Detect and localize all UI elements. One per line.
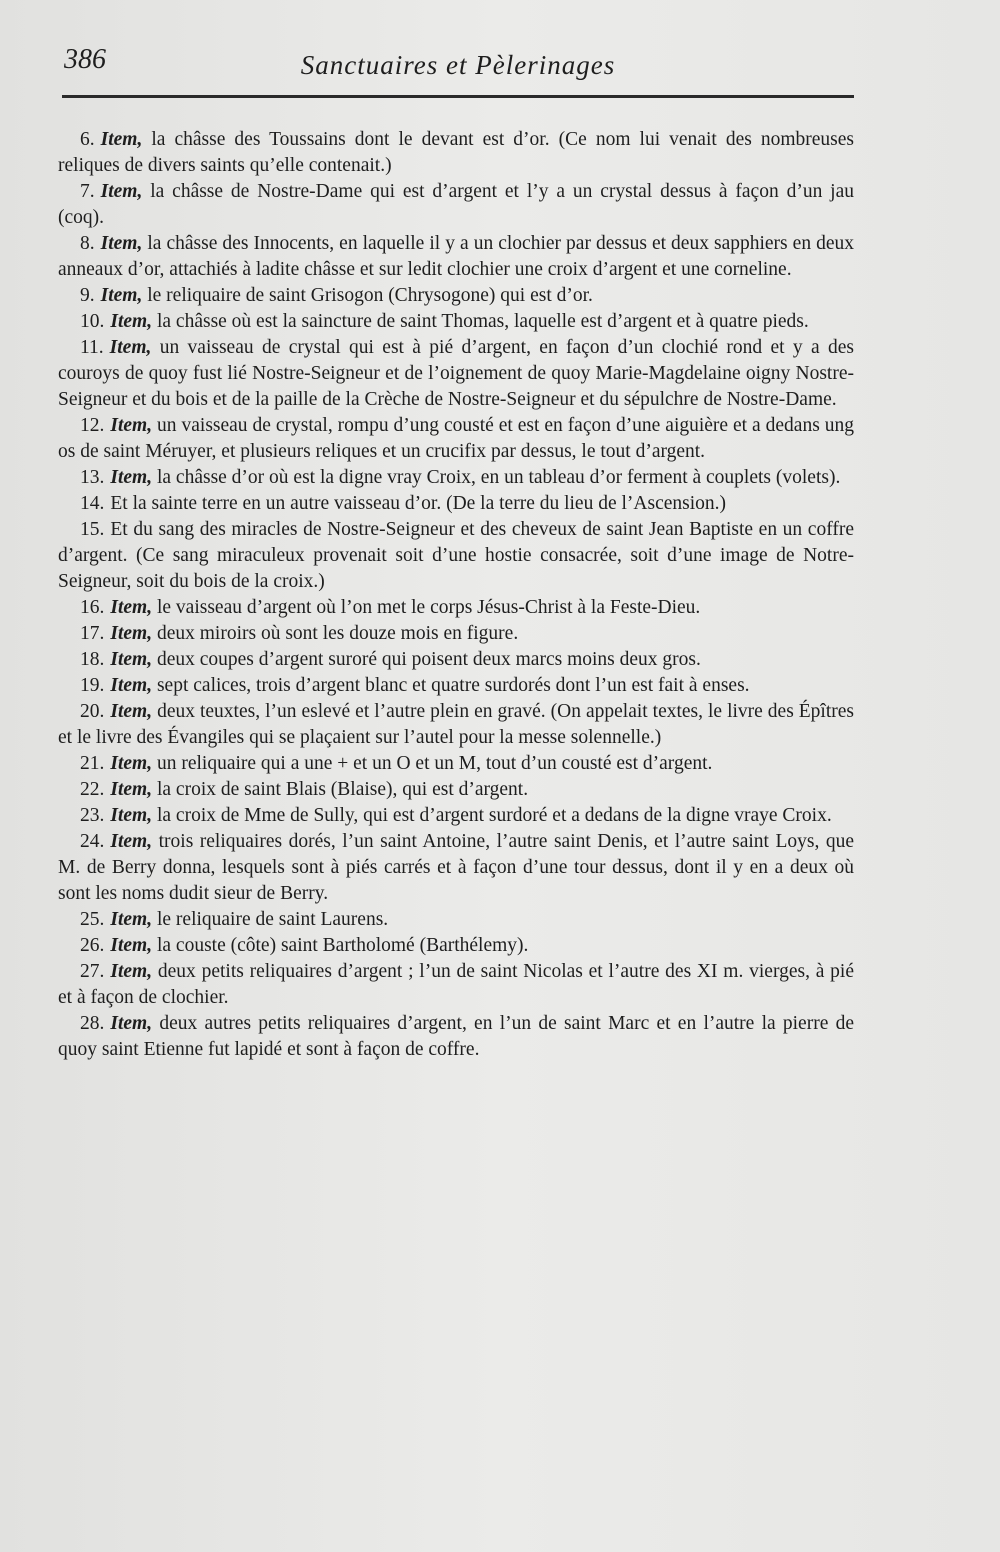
- inventory-entry: [58, 647, 854, 673]
- entry-item-marker: Item,: [100, 285, 143, 306]
- inventory-entry: [58, 907, 854, 933]
- entry-text: un reliquaire qui a une + et un O et un M, tout d’un cousté est d’argent.: [156, 753, 713, 774]
- entry-text: Et la sainte terre en un autre vaisseau d’or. (De la terre du lieu de l’Ascension.): [110, 493, 727, 514]
- entry-text: la châsse où est la saincture de saint Thomas, laquelle est d’argent et à quatre pieds.: [156, 311, 809, 332]
- inventory-entry: [58, 777, 854, 803]
- entry-number: 19.: [80, 675, 105, 696]
- entry-number: 13.: [80, 467, 105, 488]
- entry-text: la châsse des Innocents, en laquelle il y a un clochier par dessus et deux sapphiers en deux anneaux d’or, attachiés à ladite châsse et sur ledit clochier une croix d’argent et une corneline.: [58, 233, 855, 280]
- entry-item-marker: Item,: [110, 1013, 153, 1034]
- entry-number: 14.: [80, 493, 105, 514]
- inventory-entry: [58, 413, 854, 465]
- entry-item-marker: Item,: [110, 675, 153, 696]
- entry-number: 11.: [80, 337, 104, 358]
- entry-number: 10.: [80, 311, 105, 332]
- inventory-entry: [58, 179, 854, 231]
- entry-item-marker: Item,: [110, 831, 153, 852]
- entry-text: la croix de saint Blais (Blaise), qui est d’argent.: [156, 779, 529, 800]
- entry-item-marker: Item,: [110, 649, 153, 670]
- running-title: Sanctuaires et Pèlerinages: [300, 50, 616, 80]
- entry-text: le reliquaire de saint Grisogon (Chrysogone) qui est d’or.: [147, 285, 593, 306]
- entry-text: le reliquaire de saint Laurens.: [156, 909, 389, 930]
- entry-number: 28.: [80, 1013, 105, 1034]
- entry-item-marker: Item,: [110, 753, 153, 774]
- entry-text: la châsse de Nostre-Dame qui est d’argent et l’y a un crystal dessus à façon d’un jau (coq).: [58, 181, 855, 228]
- header-rule: [62, 95, 854, 98]
- page-number: 386: [64, 44, 106, 75]
- entry-number: 18.: [80, 649, 105, 670]
- inventory-entry: [58, 283, 854, 309]
- entry-number: 15.: [80, 519, 105, 540]
- inventory-list: [58, 127, 854, 1063]
- inventory-entry: [58, 231, 854, 283]
- entry-number: 27.: [80, 961, 105, 982]
- entry-item-marker: Item,: [110, 779, 153, 800]
- entry-number: 7.: [80, 181, 95, 202]
- entry-number: 12.: [80, 415, 105, 436]
- entry-text: la châsse d’or où est la digne vray Croix, en un tableau d’or ferment à couplets (volets).: [156, 467, 841, 488]
- entry-text: deux miroirs où sont les douze mois en figure.: [156, 623, 519, 644]
- inventory-entry: [58, 621, 854, 647]
- inventory-entry: [58, 699, 854, 751]
- entry-item-marker: Item,: [110, 623, 153, 644]
- page-header: [62, 40, 854, 96]
- entry-number: 6.: [80, 129, 95, 150]
- entry-text: deux autres petits reliquaires d’argent, en l’un de saint Marc et en l’autre la pierre de quoy saint Etienne fut lapidé et sont à façon de coffre.: [58, 1013, 854, 1060]
- entry-item-marker: Item,: [100, 233, 143, 254]
- entry-text: un vaisseau de crystal, rompu d’ung cousté et est en façon d’une aiguière et a dedans ung os de saint Méruyer, et plusieurs reliques et un crucifix par dessus, le tout d’argent.: [58, 415, 854, 462]
- entry-item-marker: Item,: [100, 129, 143, 150]
- inventory-entry: [58, 803, 854, 829]
- inventory-entry: [58, 491, 854, 517]
- entry-item-marker: Item,: [109, 337, 152, 358]
- entry-number: 20.: [80, 701, 105, 722]
- entry-item-marker: Item,: [110, 701, 153, 722]
- entry-number: 21.: [80, 753, 105, 774]
- entry-text: trois reliquaires dorés, l’un saint Antoine, l’autre saint Denis, et l’autre saint Loys, que M. de Berry donna, lesquels sont à piés carrés et à façon d’une tour dessus, dont il y en a deux où sont les noms dudit sieur de Berry.: [58, 831, 854, 904]
- inventory-entry: [58, 595, 854, 621]
- entry-number: 16.: [80, 597, 105, 618]
- entry-item-marker: Item,: [110, 961, 153, 982]
- entry-number: 17.: [80, 623, 105, 644]
- entry-text: le vaisseau d’argent où l’on met le corps Jésus-Christ à la Feste-Dieu.: [156, 597, 701, 618]
- entry-number: 22.: [80, 779, 105, 800]
- inventory-entry: [58, 829, 854, 907]
- inventory-entry: [58, 517, 854, 595]
- entry-number: 23.: [80, 805, 105, 826]
- entry-number: 8.: [80, 233, 95, 254]
- inventory-entry: [58, 751, 854, 777]
- entry-item-marker: Item,: [110, 311, 153, 332]
- entry-text: sept calices, trois d’argent blanc et quatre surdorés dont l’un est fait à enses.: [156, 675, 750, 696]
- entry-text: la châsse des Toussains dont le devant est d’or. (Ce nom lui venait des nombreuses reliques de divers saints qu’elle contenait.): [58, 129, 855, 176]
- inventory-entry: [58, 335, 854, 413]
- inventory-entry: [58, 465, 854, 491]
- entry-item-marker: Item,: [110, 415, 153, 436]
- entry-item-marker: Item,: [110, 935, 153, 956]
- inventory-entry: [58, 673, 854, 699]
- inventory-entry: [58, 127, 854, 179]
- entry-number: 9.: [80, 285, 95, 306]
- entry-number: 25.: [80, 909, 105, 930]
- inventory-entry: [58, 1011, 854, 1063]
- entry-text: deux teuxtes, l’un eslevé et l’autre plein en gravé. (On appelait textes, le livre des Épîtres et le livre des Évangiles qui se plaçaient sur l’autel pour la messe solennelle.): [58, 701, 855, 748]
- inventory-entry: [58, 309, 854, 335]
- entry-text: deux coupes d’argent suroré qui poisent deux marcs moins deux gros.: [156, 649, 701, 670]
- entry-text: la croix de Mme de Sully, qui est d’argent surdoré et a dedans de la digne vraye Croix.: [156, 805, 832, 826]
- entry-item-marker: Item,: [110, 909, 153, 930]
- inventory-entry: [58, 959, 854, 1011]
- entry-text: Et du sang des miracles de Nostre-Seigneur et des cheveux de saint Jean Baptiste en un coffre d’argent. (Ce sang miraculeux provenait soit d’une hostie consacrée, soit d’une image de Notre-Seigneur, soit du bois de la croix.): [58, 519, 854, 592]
- entry-number: 26.: [80, 935, 105, 956]
- entry-number: 24.: [80, 831, 105, 852]
- entry-text: la couste (côte) saint Bartholomé (Barthélemy).: [156, 935, 529, 956]
- entry-item-marker: Item,: [110, 467, 153, 488]
- inventory-entry: [58, 933, 854, 959]
- entry-text: un vaisseau de crystal qui est à pié d’argent, en façon d’un clochié rond et y a des couroys de quoy fust lié Nostre-Seigneur et de l’oignement de quoy Marie-Magdelaine oigny Nostre-Seigneur et du bois et de la paille de la Crèche de Nostre-Seigneur et du sépulchre de Nostre-Dame.: [58, 337, 854, 410]
- entry-item-marker: Item,: [110, 805, 153, 826]
- entry-text: deux petits reliquaires d’argent ; l’un de saint Nicolas et l’autre des XI m. vierges, à pié et à façon de clochier.: [58, 961, 855, 1008]
- entry-item-marker: Item,: [110, 597, 153, 618]
- entry-item-marker: Item,: [100, 181, 143, 202]
